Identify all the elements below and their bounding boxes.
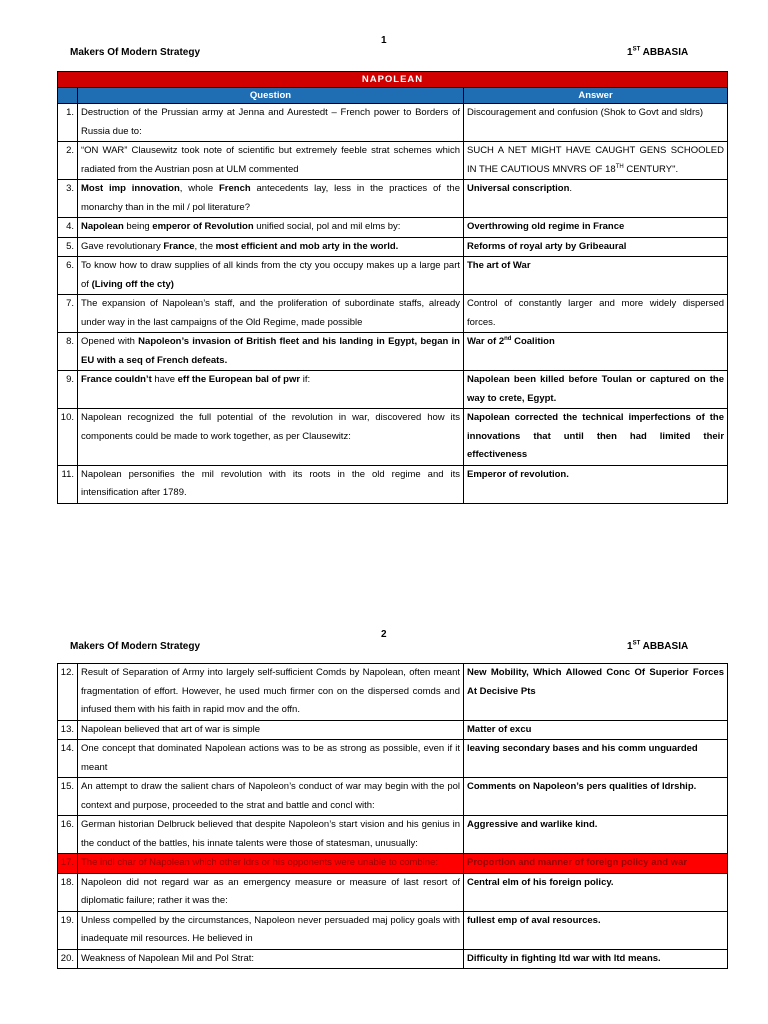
qa-table-1 xyxy=(57,71,728,504)
table-row: 1. Destruction of the Prussian army at Jenna and Aurestedt – French power to Borders of Russia due to: Discouragement and confusion (Shok to Govt and sldrs) xyxy=(58,104,728,142)
doc-title: Makers Of Modern Strategy xyxy=(70,47,201,58)
doc-author: 1ST ABBASIA xyxy=(627,46,689,58)
table-row: 8. Opened with Napoleon’s invasion of British fleet and his landing in Egypt, began in EU with a seq of French defeats. War of 2nd Coalition xyxy=(58,333,728,371)
qa-table-2 xyxy=(57,663,728,969)
table-row: 5. Gave revolutionary France, the most efficient and mob arty in the world. Reforms of royal arty by Gribeaural xyxy=(58,237,728,257)
table-row: 12. Result of Separation of Army into largely self-sufficient Comds by Napolean, often meant fragmentation of effort. However, he used much firmer con on the dispersed comds and infused them with his faith in rapid mov and the offn. New Mobility, Which Allowed Conc Of Superior Forces At Decisive Pts xyxy=(58,664,728,721)
table-row: 3. Most imp innovation, whole French antecedents lay, less in the practices of the monarchy than in the mil / pol literature? Universal conscription. xyxy=(58,180,728,218)
table-row: 14. One concept that dominated Napolean actions was to be as strong as possible, even if it meant leaving secondary bases and his comm unguarded xyxy=(58,740,728,778)
table-row-highlighted: 17. The indl char of Napolean which other ldrs or his opponents were unable to combine: Proportion and manner of foreign policy and war xyxy=(58,854,728,874)
table-row: 6. To know how to draw supplies of all kinds from the cty you occupy makes up a large part of (Living off the cty) The art of War xyxy=(58,257,728,295)
table-row: 2. “ON WAR” Clausewitz took note of scientific but extremely feeble strat schemes which radiated from the Austrian posn at ULM commented SUCH A NET MIGHT HAVE CAUGHT GENS SCHOOLED IN THE CAUTIOUS MNVRS OF 18TH CENTURY". xyxy=(58,142,728,180)
col-header-question: Question xyxy=(78,88,464,104)
table-row: 20. Weakness of Napolean Mil and Pol Strat: Difficulty in fighting ltd war with ltd means. xyxy=(58,949,728,969)
doc-title: Makers Of Modern Strategy xyxy=(70,641,201,652)
doc-author: 1ST ABBASIA xyxy=(627,640,689,652)
table-title: NAPOLEAN xyxy=(58,72,728,88)
table-row: 15. An attempt to draw the salient chars of Napoleon’s conduct of war may begin with the pol context and purpose, proceeded to the strat and battle and concl with: Comments on Napoleon’s pers qualities of ldrship. xyxy=(58,778,728,816)
table-row: 16. German historian Delbruck believed that despite Napoleon’s start vision and his genius in the conduct of the battles, his innate talents were those of statesman, unusually: Aggressive and warlike kind. xyxy=(58,816,728,854)
col-header-answer: Answer xyxy=(464,88,728,104)
table-row: 19. Unless compelled by the circumstances, Napoleon never persuaded maj policy goals with inadequate mil resources. He believed in fullest emp of aval resources. xyxy=(58,911,728,949)
table-row: 9. France couldn’t have eff the European bal of pwr if: Napolean been killed before Toulan or captured on the way to crete, Egypt. xyxy=(58,371,728,409)
table-row: 18. Napoleon did not regard war as an emergency measure or measure of last resort of diplomatic failure; rather it was the: Central elm of his foreign policy. xyxy=(58,873,728,911)
table-row: 4. Napolean being emperor of Revolution unified social, pol and mil elms by: Overthrowing old regime in France xyxy=(58,218,728,238)
table-row: 7. The expansion of Napolean’s staff, and the proliferation of subordinate staffs, already under way in the last campaigns of the Old Regime, made possible Control of constantly larger and more widely dispersed forces. xyxy=(58,295,728,333)
table-row: 10. Napolean recognized the full potential of the revolution in war, discovered how its components could be made to work together, as per Clausewitz: Napolean corrected the technical imperfections of the innovations that until then had limited their effectiveness xyxy=(58,409,728,466)
table-row: 11. Napolean personifies the mil revolution with its roots in the old regime and its intensification after 1789. Emperor of revolution. xyxy=(58,465,728,503)
table-row: 13. Napolean believed that art of war is simple Matter of excu xyxy=(58,720,728,740)
page-number: 1 xyxy=(381,35,387,46)
page-number: 2 xyxy=(381,629,387,640)
